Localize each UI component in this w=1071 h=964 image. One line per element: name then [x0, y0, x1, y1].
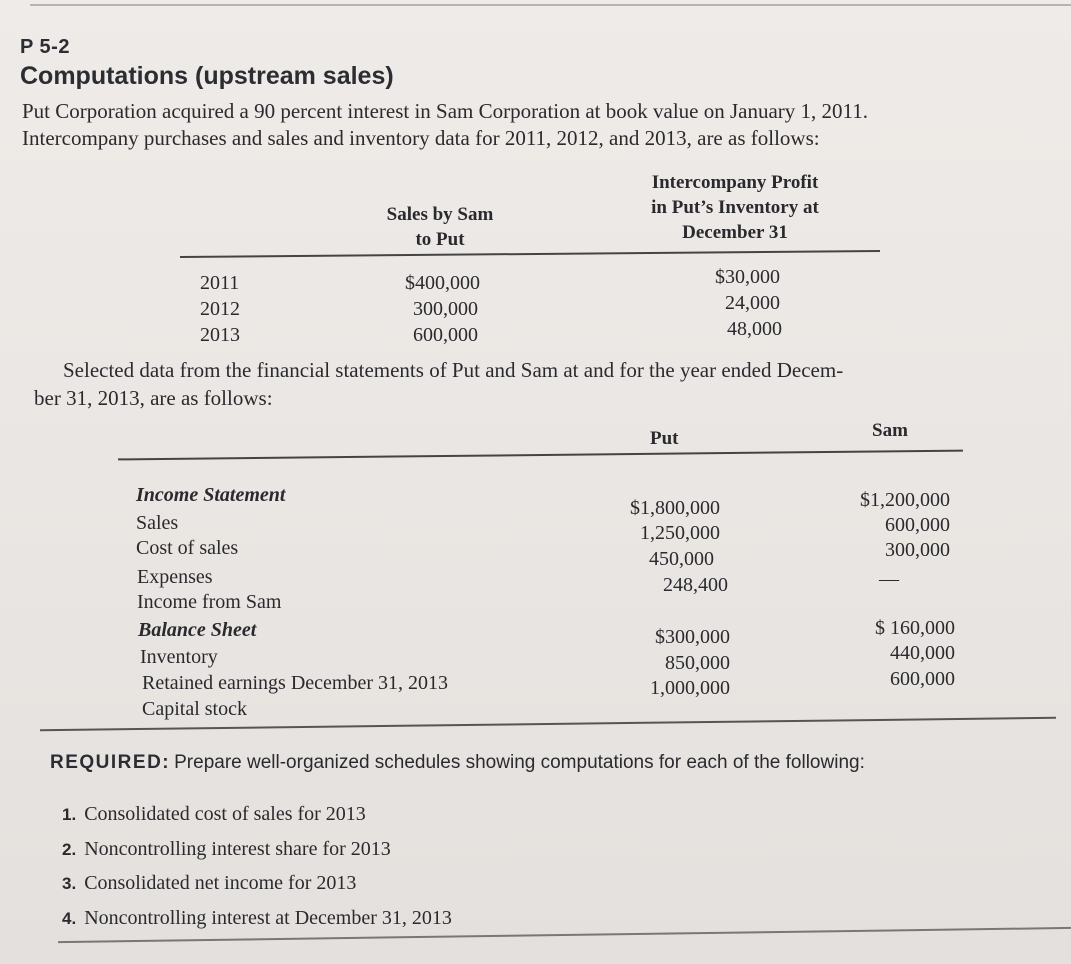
- profit-cell: 48,000: [727, 318, 782, 340]
- row-label: Inventory: [140, 646, 218, 668]
- profit-cell: 24,000: [725, 292, 780, 314]
- row-label: Retained earnings December 31, 2013: [142, 672, 449, 694]
- required-text: Prepare well-organized schedules showing computations for each of the following:: [174, 752, 865, 773]
- item-text: Noncontrolling interest at December 31, 2013: [84, 907, 452, 929]
- required-item: [62, 907, 452, 930]
- profit-header-line-1: Intercompany Profit: [651, 172, 819, 193]
- put-value: 850,000: [665, 652, 730, 674]
- put-value: 1,000,000: [650, 677, 730, 699]
- selected-line-2: ber 31, 2013, are as follows:: [34, 386, 273, 410]
- required-item: [62, 872, 356, 895]
- exercise-number: P 5-2: [20, 36, 70, 58]
- sam-value: 440,000: [890, 642, 955, 664]
- put-column-header: Put: [650, 428, 679, 449]
- sam-value: 600,000: [885, 514, 950, 536]
- income-statement-heading: Income Statement: [136, 484, 286, 506]
- sales-cell: 600,000: [413, 324, 478, 346]
- required-item: [62, 838, 391, 861]
- put-value: 450,000: [649, 548, 714, 570]
- selected-line-1: Selected data from the financial statements of Put and Sam at and for the year ended Decem-: [63, 358, 844, 382]
- profit-header-line-3: December 31: [682, 222, 788, 243]
- row-label: Cost of sales: [136, 537, 239, 559]
- item-text: Consolidated net income for 2013: [84, 872, 357, 894]
- item-number: 2.: [62, 840, 77, 859]
- sam-value: 300,000: [885, 539, 950, 561]
- sales-cell: 300,000: [413, 298, 478, 320]
- sam-value: 600,000: [890, 668, 955, 690]
- put-value: 248,400: [663, 574, 728, 596]
- year-cell: 2011: [200, 272, 240, 294]
- financial-header-rule: [118, 450, 963, 461]
- sam-value: $1,200,000: [860, 489, 950, 511]
- profit-header-line-2: in Put’s Inventory at: [651, 197, 819, 218]
- exercise-title: Computations (upstream sales): [20, 62, 394, 90]
- year-cell: 2012: [200, 298, 240, 320]
- sales-header-line-1: Sales by Sam: [386, 204, 494, 225]
- row-label: Sales: [136, 512, 179, 534]
- row-label: Capital stock: [142, 698, 247, 720]
- item-number: 4.: [62, 909, 77, 928]
- sales-cell: $400,000: [405, 272, 480, 294]
- required-statement: [50, 752, 865, 774]
- intro-line-1: Put Corporation acquired a 90 percent interest in Sam Corporation at book value on January 1, 2011.: [22, 99, 869, 123]
- sam-value: —: [879, 568, 899, 590]
- item-text: Consolidated cost of sales for 2013: [84, 803, 366, 825]
- required-item: [62, 803, 366, 826]
- put-value: $300,000: [655, 626, 730, 648]
- sales-header-line-2: to Put: [415, 229, 465, 250]
- intro-line-2: Intercompany purchases and sales and inventory data for 2011, 2012, and 2013, are as follows:: [22, 126, 820, 150]
- item-number: 3.: [62, 874, 77, 893]
- row-label: Expenses: [137, 566, 213, 588]
- item-number: 1.: [62, 805, 77, 824]
- balance-sheet-heading: Balance Sheet: [138, 619, 257, 641]
- sam-column-header: Sam: [872, 420, 908, 441]
- put-value: 1,250,000: [640, 522, 720, 544]
- put-value: $1,800,000: [630, 497, 720, 519]
- profit-cell: $30,000: [715, 266, 780, 288]
- row-label: Income from Sam: [137, 591, 282, 613]
- year-cell: 2013: [200, 324, 240, 346]
- required-label: REQUIRED:: [50, 752, 171, 773]
- sam-value: $ 160,000: [875, 617, 955, 639]
- item-text: Noncontrolling interest share for 2013: [84, 838, 391, 860]
